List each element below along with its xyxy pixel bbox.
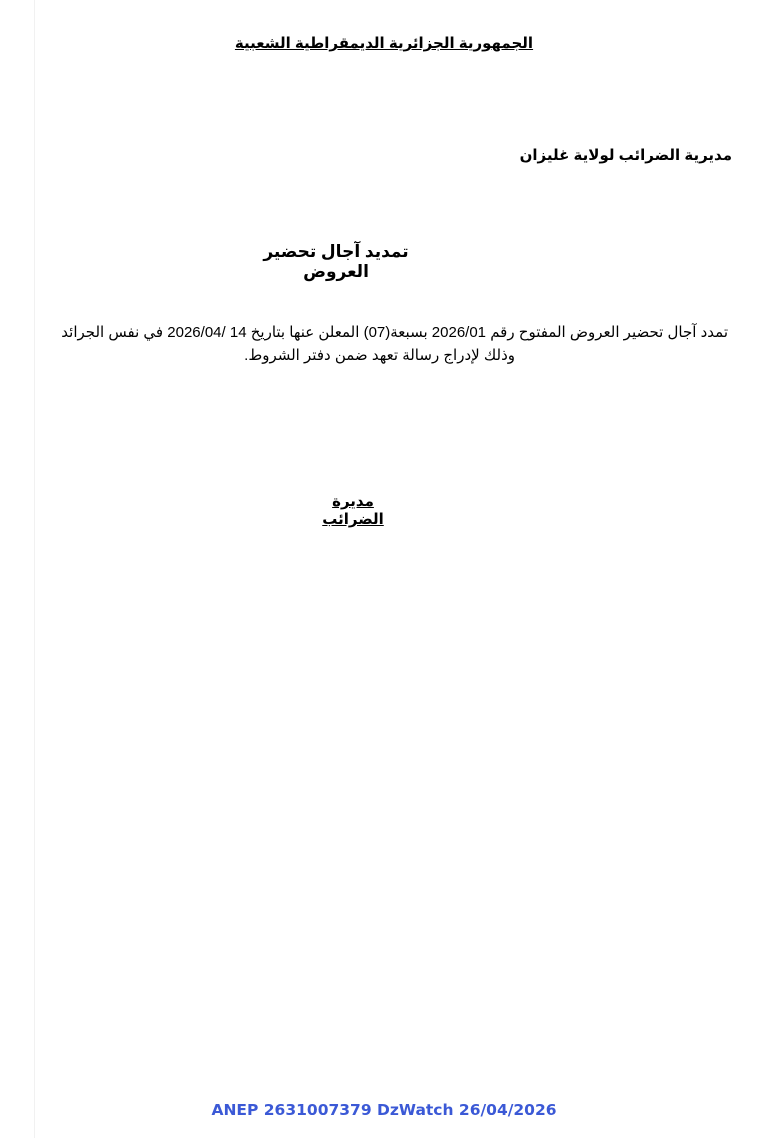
page-edge-line: [34, 0, 35, 1138]
issuer-name: مديرية الضرائب لولاية غليزان: [519, 147, 732, 164]
signature-title: مديرة الضرائب: [322, 493, 384, 528]
notice-body: [40, 321, 728, 367]
notice-body-line-2: وذلك لإدراج رسالة تعهد ضمن دفتر الشروط.: [244, 347, 515, 364]
notice-body-line-1: تمدد آجال تحضير العروض المفتوح رقم 2026/01 بسبعة(07) المعلن عنها بتاريخ 14 /2026/04 في نفس الجرائد: [61, 324, 728, 341]
footer-reference: ANEP 2631007379 DzWatch 26/04/2026: [211, 1101, 557, 1119]
republic-header: الجمهورية الجزائرية الديمقراطية الشعبية: [234, 35, 534, 52]
notice-title: تمديد آجال تحضير العروض: [263, 242, 409, 281]
